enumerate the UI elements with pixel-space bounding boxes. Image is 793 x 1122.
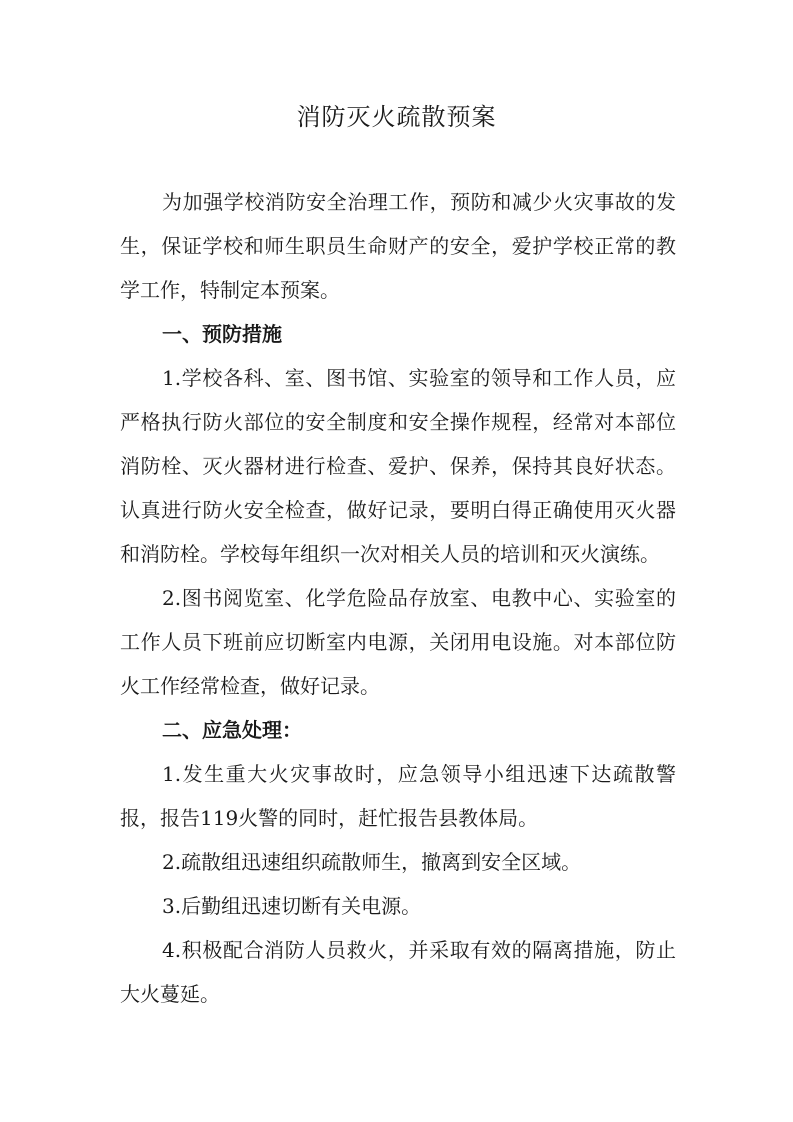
intro-paragraph: 为加强学校消防安全治理工作，预防和减少火灾事故的发生，保证学校和师生职员生命财产的安全，爱护学校正常的教学工作，特制定本预案。 xyxy=(120,190,676,302)
section-heading-prevention: 一、预防措施 xyxy=(162,322,282,346)
emergency-item-3: 3.后勤组迅速切断有关电源。 xyxy=(162,894,422,918)
emergency-item-4: 4.积极配合消防人员救火，并采取有效的隔离措施，防止大火蔓延。 xyxy=(120,938,676,1006)
document-body xyxy=(120,180,676,1016)
document-title: 消防灭火疏散预案 xyxy=(296,103,497,131)
prevention-item-1: 1.学校各科、室、图书馆、实验室的领导和工作人员，应严格执行防火部位的安全制度和安全操作规程，经常对本部位消防栓、灭火器材进行检查、爱护、保养，保持其良好状态。认真进行防火安全检查，做好记录，要明白得正确使用灭火器和消防栓。学校每年组织一次对相关人员的培训和灭火演练。 xyxy=(120,366,676,566)
emergency-item-2: 2.疏散组迅速组织疏散师生，撤离到安全区域。 xyxy=(162,850,582,874)
prevention-item-2: 2.图书阅览室、化学危险品存放室、电教中心、实验室的工作人员下班前应切断室内电源，关闭用电设施。对本部位防火工作经常检查，做好记录。 xyxy=(120,586,676,698)
section-heading-emergency: 二、应急处理： xyxy=(162,718,302,742)
emergency-item-1: 1.发生重大火灾事故时，应急领导小组迅速下达疏散警报，报告119火警的同时，赶忙报告县教体局。 xyxy=(120,762,676,830)
